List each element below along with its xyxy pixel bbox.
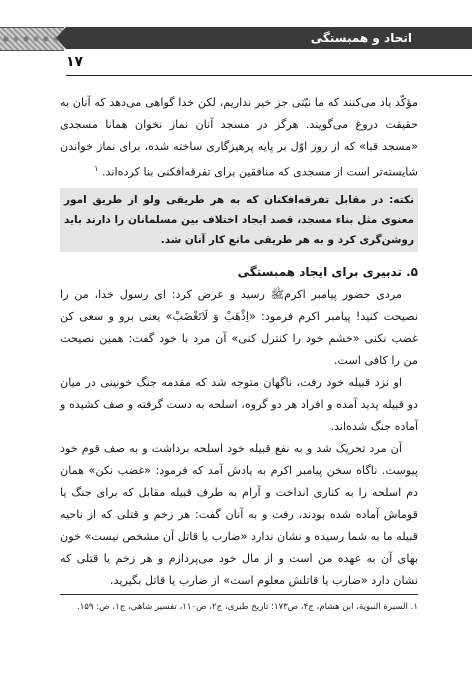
paragraph-intro-text: مؤکّد یاد می‌کنند که ما نیّتی جز خیر نداریم، لکن خدا گواهی می‌دهد که آنان به حقیقت دروغ می‌گویند. هرگز در مسجد آنان نماز نخوان همانا مسجدی «مسجد قبا» که از روز اوّل بر پایه پرهیزگاری ساخته شده، برای نماز خواندن شایسته‌تر است از مسجدی که منافقین برای تفرقه‌افکنی بنا کرده‌اند. <box>60 96 418 179</box>
section-heading: ۵. تدبیری برای ایجاد همبستگی <box>237 264 418 279</box>
page-body <box>60 92 418 592</box>
paragraph-story-2: او نزد قبیله خود رفت، ناگهان متوجه شد که مقدمه جنگ خونینی در میان دو قبیله پدید آمده و افراد هر دو گروه، اسلحه به دست گرفته و صف کشیده و آماده جنگ شده‌اند. <box>60 375 418 433</box>
running-title: اتحاد و همبستگی <box>66 27 472 49</box>
footnote: ۱. السیرة النبویة، ابن هشام، ج۴، ص۱۷۳؛ تاریخ طبری، ج۲، ص۱۱۰، تفسیر شاهی، ج۱، ص: ۱۵۹. <box>76 602 418 612</box>
footnote-reference: ۱ <box>94 164 99 173</box>
paragraph-story-1: مردی حضور پیامبر اکرمﷺ رسید و عرض کرد: ای رسول خدا، من را نصیحت کنید! پیامبر اکرم فرمود: «اِذْهَبْ وَ لَاتَغْضَبْ» یعنی برو و سعی کن غضب نکنی «خشم خود را کنترل کنی» آن مرد با خود گفت: همین نصیحت من را کافی است. <box>60 287 418 367</box>
note-box: نکته: در مقابل تفرقه‌افکنان که به هر طریقی ولو از طریق امور معنوی مثل بناء مسجد، قصد ایجاد اختلاف بین مسلمانان را دارند باید روشن‌گری کرد و به هر طریقی مانع کار آنان شد. <box>60 188 418 252</box>
decorative-ornament <box>0 27 64 51</box>
page-number: ۱۷ <box>66 54 84 70</box>
paragraph-intro <box>60 92 418 184</box>
paragraph-story-3: آن مرد تحریک شد و به نفع قبیله خود اسلحه برداشت و به صف قوم خود پیوست. ناگاه سخن پیامبر اکرم به یادش آمد که فرمود: «غضب نکن» همان دم اسلحه را به کناری انداخت و آرام به طرف قبیله مقابل که برای جنگ یا قوماش آماده شده بودند، رفت و به آنان گفت: هر زخم و قتلی که از ناحیه قبیله ما به شما رسیده و نشان ندارد «ضارب یا قاتل آن مشخص نیست» خون بهای آن به عهده من است و از مال خود می‌پردازم و هر زخم یا قتلی که نشان دارد «ضارب یا قاتلش معلوم است» از ضارب یا قاتل بگیرید. <box>60 441 418 587</box>
footnote-divider <box>60 594 418 595</box>
header-divider <box>66 75 472 76</box>
page-header <box>0 0 472 80</box>
